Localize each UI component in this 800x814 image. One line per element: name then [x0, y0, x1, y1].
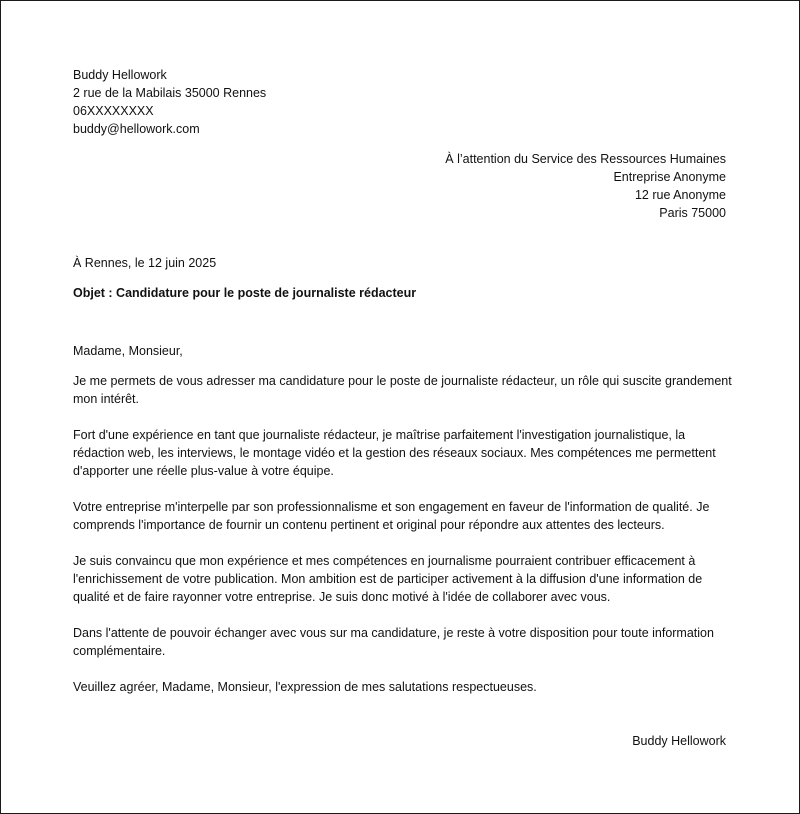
salutation: Madame, Monsieur, [73, 344, 183, 358]
signature: Buddy Hellowork [632, 734, 726, 748]
body-paragraph: Je me permets de vous adresser ma candidature pour le poste de journaliste rédacteur, un rôle qui suscite grandement mon intérêt. [73, 374, 732, 406]
body-paragraph: Je suis convaincu que mon expérience et mes compétences en journalisme pourraient contribuer efficacement à l'enrichissement de votre publication. Mon ambition est de participer activement à la diffusion d'une information de qualité et de faire rayonner votre entreprise. Je suis donc motivé à l'idée de collaborer avec vous. [73, 554, 703, 604]
body-paragraph: Votre entreprise m'interpelle par son professionnalisme et son engagement en faveur de l'information de qualité. Je comprends l'importance de fournir un contenu pertinent et original pour répondre aux attentes des lecteurs. [73, 500, 710, 532]
body-paragraph: Fort d'une expérience en tant que journaliste rédacteur, je maîtrise parfaitement l'investigation journalistique, la rédaction web, les interviews, le montage vidéo et la gestion des réseaux sociaux. Mes compétences me permettent d'apporter une réelle plus-value à votre équipe. [73, 428, 716, 478]
sender-name: Buddy Hellowork [73, 68, 167, 82]
sender-address: 2 rue de la Mabilais 35000 Rennes [73, 86, 267, 100]
recipient-city: Paris 75000 [659, 206, 726, 220]
body-paragraph: Dans l'attente de pouvoir échanger avec vous sur ma candidature, je reste à votre disposition pour toute information complémentaire. [73, 626, 714, 658]
sender-email: buddy@hellowork.com [73, 122, 200, 136]
sender-phone: 06XXXXXXXX [73, 104, 154, 118]
recipient-street: 12 rue Anonyme [634, 188, 726, 202]
place-date: À Rennes, le 12 juin 2025 [73, 256, 217, 270]
letter-subject: Objet : Candidature pour le poste de journaliste rédacteur [73, 286, 417, 300]
recipient-attention: À l’attention du Service des Ressources Humaines [445, 152, 726, 166]
recipient-company: Entreprise Anonyme [613, 170, 726, 184]
closing-paragraph: Veuillez agréer, Madame, Monsieur, l'expression de mes salutations respectueuses. [73, 680, 537, 694]
